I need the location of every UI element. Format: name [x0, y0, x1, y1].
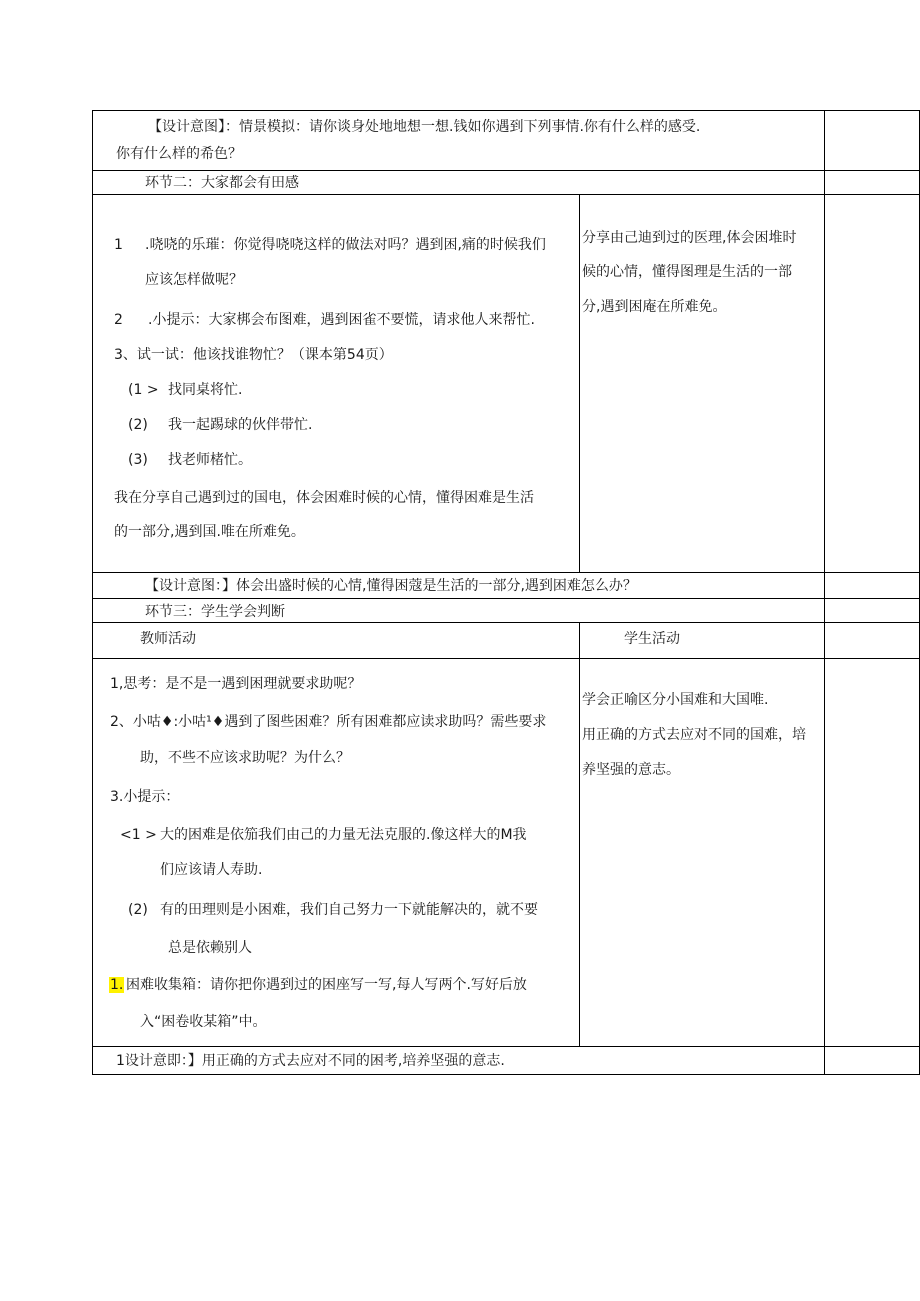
section2-right-line2: 候的心情，懂得图理是生活的一部	[582, 264, 792, 280]
section3-tip2-line2: 总是依赖别人	[168, 940, 252, 956]
section3-tip2-line1: 有的田理则是小困难，我们自己努力一下就能解决的，就不要	[160, 902, 538, 918]
section3-q2-line1: 2、小咕♦:小咕¹♦遇到了图些困难？所有困难都应读求助吗？需些要求	[110, 714, 547, 730]
section3-q3: 3.小提示：	[110, 789, 180, 805]
table-border-bottom	[92, 1074, 919, 1075]
section3-right-line1: 学会正喻区分小国难和大国唯.	[582, 692, 769, 708]
section2-item1-line2: 应该怎样做呢？	[145, 272, 243, 288]
design-intent-1-line1: 【设计意图】：情景模拟：请你谈身处地地想一想.钱如你遇到下列事情.你有什么样的感受.	[148, 119, 701, 135]
section3-right-line3: 养坚强的意志。	[582, 762, 680, 778]
row-divider	[92, 622, 919, 623]
row-divider	[92, 598, 919, 599]
teacher-activity-header: 教师活动	[140, 631, 196, 647]
section3-q4-number	[109, 975, 124, 995]
section2-item2-number: 2	[114, 312, 123, 328]
section2-sub3-text: 找老师楮忙。	[168, 452, 252, 468]
row-divider	[92, 658, 919, 659]
column-divider-side	[824, 110, 825, 1075]
section3-tip1-line1: 大的困难是依笳我们由己的力量无法克服的.像这样大的M我	[160, 827, 527, 843]
section3-q1: 1,思考：是不是一遇到困理就要求助呢？	[110, 676, 362, 692]
section2-sub1-number: (1 >	[128, 382, 159, 398]
section3-tip1-number: <1 >	[120, 827, 157, 843]
section2-sub2-number: (2)	[128, 417, 148, 433]
section2-sub2-text: 我一起踢球的伙伴带忙.	[168, 417, 313, 433]
design-intent-2: 【设计意图：】体会出盛时候的心情,懂得困蔻是生活的一部分,遇到困难怎么办？	[145, 578, 637, 594]
section2-title: 环节二：大家都会有田感	[145, 175, 299, 191]
section3-q2-line2: 助，不些不应该求助呢？为什么？	[140, 750, 350, 766]
section2-item1-number: 1	[114, 237, 123, 253]
section3-q4-line2: 入“困卷收某箱”中。	[140, 1014, 267, 1030]
section2-right-line1: 分享由己迪到过的医理,体会困堆时	[582, 230, 797, 246]
row-divider	[92, 572, 919, 573]
section2-summary-line1: 我在分享自己遇到过的国电，体会困难时候的心情，懂得困难是生活	[114, 490, 534, 506]
section3-title: 环节三：学生学会判断	[145, 604, 285, 620]
section2-item3-text: 3、试一试：他该找谁物忙？（课本第54页）	[114, 347, 393, 363]
highlighted-number: 1.	[110, 977, 124, 993]
section3-right-line2: 用正确的方式去应对不同的国难，培	[582, 727, 806, 743]
section2-item2-text: .小提示：大家梆会布图难，遇到困雀不要慌，请求他人来帮忙.	[148, 312, 535, 328]
row-divider	[92, 170, 919, 171]
design-intent-1-line2: 你有什么样的希色？	[116, 146, 242, 162]
section3-tip2-number: (2)	[128, 902, 148, 918]
column-divider-middle	[579, 622, 580, 1046]
column-divider-middle	[579, 194, 580, 572]
section3-tip1-line2: 们应该请人寿助.	[160, 862, 263, 878]
table-border-top	[92, 110, 919, 111]
section2-summary-line2: 的一部分,遇到国.唯在所难免。	[114, 524, 305, 540]
table-border-left	[92, 110, 93, 1075]
design-intent-3: 1设计意即：】用正确的方式去应对不同的困考,培养坚强的意志.	[116, 1053, 505, 1069]
student-activity-header: 学生活动	[624, 631, 680, 647]
row-divider	[92, 194, 919, 195]
section2-sub1-text: 找同桌将忙.	[168, 382, 243, 398]
section2-sub3-number: (3)	[128, 452, 148, 468]
row-divider	[92, 1046, 919, 1047]
section2-right-line3: 分,遇到困庵在所难免。	[582, 299, 727, 315]
section3-q4-line1: 困难收集箱：请你把你遇到过的困座写一写,每人写两个.写好后放	[126, 977, 527, 993]
section2-item1-line1: .哓哓的乐璀：你觉得哓哓这样的做法对吗？遇到困,痛的时候我们	[145, 237, 546, 253]
